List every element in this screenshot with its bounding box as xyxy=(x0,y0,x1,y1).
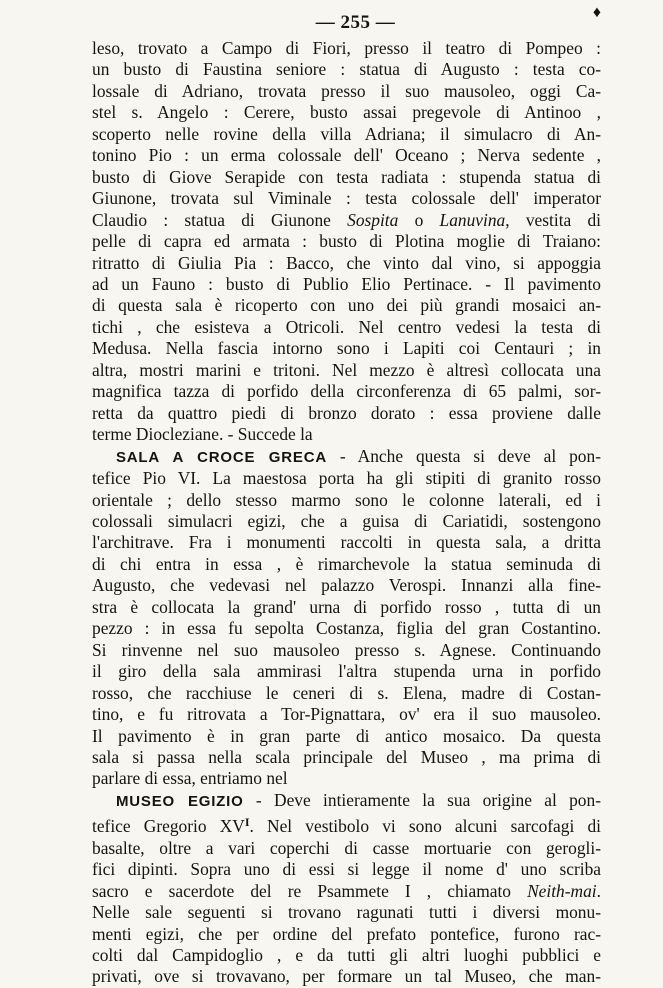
italic-text: Sospita xyxy=(347,209,399,230)
line-text: lossale di Adriano, trovata presso il suo mausoleo, oggi Ca- xyxy=(92,80,601,101)
text-line xyxy=(92,446,601,468)
text-line xyxy=(92,859,601,880)
line-text: . Nel vestibolo vi sono alcuni sarcofagi di xyxy=(249,816,601,837)
text-line xyxy=(92,575,601,596)
text-line xyxy=(92,554,601,575)
line-text: menti egizi, che per ordine del prefato pontefice, furono rac- xyxy=(92,923,601,944)
text-line xyxy=(92,490,601,511)
page-number: — 255 — xyxy=(315,12,396,33)
text-line xyxy=(92,683,601,704)
line-text: il giro della sala ammirasi l'altra stupenda urna in porfido xyxy=(92,661,601,682)
text-line xyxy=(92,812,601,837)
line-text: stel s. Angelo : Cerere, busto assai pregevole di Antinoo , xyxy=(92,102,601,123)
text-line xyxy=(92,360,601,381)
line-text: tonino Pio : un erma colossale dell' Oceano ; Nerva sedente , xyxy=(92,145,601,166)
line-text: scoperto nelle rovine della villa Adriana; il simulacro di An- xyxy=(92,123,601,144)
line-text: Augusto, che vedevasi nel palazzo Verospi. Innanzi alla fine- xyxy=(92,575,601,596)
text-line xyxy=(92,317,601,338)
line-text: Nelle sale seguenti si trovano ragunati tutti i diversi monu- xyxy=(92,902,601,923)
line-text: tefice Pio VI. La maestosa porta ha gli stipiti di granito rosso xyxy=(92,468,601,489)
text-line xyxy=(92,253,601,274)
line-text: colti dal Campidoglio , e da tutti gli altri luoghi pubblici e xyxy=(92,945,601,966)
line-text: sala si passa nella scala principale del Museo , ma prima di xyxy=(92,746,601,767)
line-text: fici dipinti. Sopra uno di essi si legge il nome d' uno scriba xyxy=(92,859,601,880)
text-line xyxy=(92,768,601,789)
line-text: pezzo : in essa fu sepolta Costanza, figlia del gran Costantino. xyxy=(92,618,601,639)
line-text: Claudio : statua di Giunone xyxy=(92,209,348,230)
line-text: , vestita di xyxy=(505,209,602,230)
text-line xyxy=(92,102,601,123)
text-line xyxy=(92,704,601,725)
line-text: privati, ove si trovavano, per formare un tal Museo, che man- xyxy=(92,966,601,987)
text-line xyxy=(92,838,601,859)
line-text: ad un Fauno : busto di Publio Elio Pertinace. - Il pavimento xyxy=(92,273,601,294)
line-text: tefice Gregorio XV xyxy=(92,816,245,837)
text-line xyxy=(92,381,601,402)
text-line xyxy=(92,790,601,812)
superscript-text: I xyxy=(244,815,250,830)
line-text: tino, e fu ritrovata a Tor-Pignattara, ov' era il suo mausoleo. xyxy=(92,704,601,725)
line-text: l'architrave. Fra i monumenti raccolti in questa sala, a dritta xyxy=(92,532,601,553)
text-line xyxy=(92,274,601,295)
text-line xyxy=(92,295,601,316)
line-text: pelle di capra ed armata : busto di Plotina moglie di Traiano: xyxy=(92,231,601,252)
text-line xyxy=(92,424,601,445)
text-line xyxy=(92,726,601,747)
body-text xyxy=(92,38,601,988)
text-line xyxy=(92,167,601,188)
line-text: basalte, oltre a vari coperchi di casse mortuarie con gerogli- xyxy=(92,837,601,858)
line-text: tichi , che esisteva a Otricoli. Nel centro vedesi la testa di xyxy=(92,316,601,337)
text-line xyxy=(92,747,601,768)
text-line xyxy=(92,468,601,489)
line-text: busto di Giove Serapide con testa radiata : stupenda statua di xyxy=(92,166,601,187)
text-line xyxy=(92,231,601,252)
text-line xyxy=(92,945,601,966)
line-text: sacro e sacerdote del re Psammete I , chiamato xyxy=(92,880,528,901)
text-line xyxy=(92,38,601,59)
line-text: parlare di essa, entriamo nel xyxy=(92,768,288,789)
section-heading: MUSEO EGIZIO xyxy=(116,792,244,810)
text-line xyxy=(92,532,601,553)
text-line xyxy=(92,661,601,682)
italic-text: Neith-mai xyxy=(527,880,597,901)
line-text: - Deve intieramente la sua origine al pon- xyxy=(243,789,601,810)
line-text: Giunone, trovata sul Viminale : testa colossale dell' imperator xyxy=(92,188,601,209)
line-text: rosso, che racchiuse le ceneri di s. Elena, madre di Costan- xyxy=(92,682,601,703)
text-line xyxy=(92,81,601,102)
line-text: di chi entra in essa , è rimarchevole la statua seminuda di xyxy=(92,553,601,574)
line-text: . xyxy=(596,880,601,901)
text-line xyxy=(92,881,601,902)
text-line xyxy=(92,124,601,145)
line-text: - Anche questa si deve al pon- xyxy=(326,445,601,466)
line-text: colossali simulacri egizi, che a guisa di Cariatidi, sostengono xyxy=(92,510,601,531)
line-text: di questa sala è ricoperto con uno dei più grandi mosaici an- xyxy=(92,295,601,316)
text-line xyxy=(92,618,601,639)
corner-ornament: ♦ xyxy=(592,4,601,21)
line-text: altra, mostri marini e tritoni. Nel mezzo è altresì collocata una xyxy=(92,359,601,380)
text-line xyxy=(92,511,601,532)
text-line xyxy=(92,59,601,80)
line-text: terme Diocleziane. - Succede la xyxy=(92,424,313,445)
text-line xyxy=(92,597,601,618)
text-line xyxy=(92,640,601,661)
line-text: magnifica tazza di porfido della circonferenza di 65 palmi, sor- xyxy=(92,381,601,402)
text-line xyxy=(92,188,601,209)
text-line xyxy=(92,966,601,987)
italic-text: Lanuvina xyxy=(439,209,506,230)
line-text: Medusa. Nella fascia intorno sono i Lapiti coi Centauri ; in xyxy=(92,338,601,359)
line-text: ritratto di Giulia Pia : Bacco, che vinto dal vino, si appoggia xyxy=(92,252,601,273)
line-text: Si rinvenne nel suo mausoleo presso s. Agnese. Continuando xyxy=(92,639,601,660)
text-line xyxy=(92,210,601,231)
line-text: leso, trovato a Campo di Fiori, presso il teatro di Pompeo : xyxy=(92,38,601,58)
text-line xyxy=(92,902,601,923)
line-text: stra è collocata la grand' urna di porfido rosso , tutta di un xyxy=(92,596,601,617)
line-text: o xyxy=(398,209,440,230)
text-line xyxy=(92,403,601,424)
section-heading: SALA A CROCE GRECA xyxy=(116,448,327,466)
line-text: retta da quattro piedi di bronzo dorato : essa proviene dalle xyxy=(92,402,601,423)
line-text: Il pavimento è in gran parte di antico mosaico. Da questa xyxy=(92,725,601,746)
text-line xyxy=(92,924,601,945)
line-text: un busto di Faustina seniore : statua di Augusto : testa co- xyxy=(92,59,601,80)
line-text: orientale ; dello stesso marmo sono le colonne laterali, ed i xyxy=(92,489,601,510)
text-line xyxy=(92,338,601,359)
text-line xyxy=(92,145,601,166)
